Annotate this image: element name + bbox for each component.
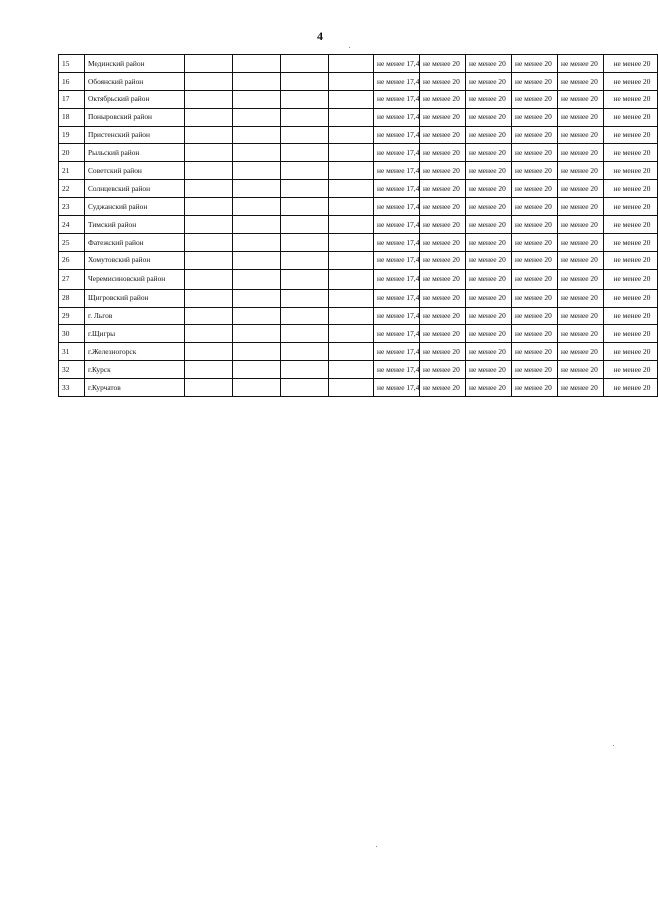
value-cell: не менее 17,4 <box>374 126 420 144</box>
value-cell: не менее 17,4 <box>374 90 420 108</box>
row-number: 17 <box>59 90 85 108</box>
empty-cell <box>233 126 281 144</box>
value-cell: не менее 17,4 <box>374 55 420 73</box>
value-cell: не менее 20 <box>466 233 512 251</box>
value-cell: не менее 20 <box>420 233 466 251</box>
empty-cell <box>329 216 374 234</box>
value-cell: не менее 20 <box>512 325 558 343</box>
table-row <box>59 55 658 73</box>
value-cell: не менее 20 <box>420 269 466 289</box>
table-row <box>59 361 658 379</box>
value-cell: не менее 17,4 <box>374 162 420 180</box>
table-row <box>59 251 658 269</box>
row-number: 26 <box>59 251 85 269</box>
value-cell: не менее 20 <box>558 251 604 269</box>
table-row <box>59 379 658 397</box>
empty-cell <box>185 198 233 216</box>
value-cell: не менее 20 <box>466 72 512 90</box>
empty-cell <box>329 55 374 73</box>
row-number: 25 <box>59 233 85 251</box>
empty-cell <box>329 269 374 289</box>
row-number: 22 <box>59 180 85 198</box>
value-cell: не менее 20 <box>558 55 604 73</box>
table-row <box>59 108 658 126</box>
empty-cell <box>233 180 281 198</box>
value-cell: не менее 17,4 <box>374 307 420 325</box>
empty-cell <box>185 361 233 379</box>
empty-cell <box>185 108 233 126</box>
empty-cell <box>233 90 281 108</box>
value-cell: не менее 17,4 <box>374 72 420 90</box>
table-row <box>59 233 658 251</box>
empty-cell <box>281 108 329 126</box>
value-cell: не менее 20 <box>420 343 466 361</box>
value-cell-last: не менее 20 <box>604 72 658 90</box>
empty-cell <box>329 251 374 269</box>
value-cell: не менее 20 <box>466 379 512 397</box>
value-cell-last: не менее 20 <box>604 307 658 325</box>
table-row <box>59 180 658 198</box>
value-cell: не менее 20 <box>512 233 558 251</box>
value-cell: не менее 17,4 <box>374 180 420 198</box>
row-number: 33 <box>59 379 85 397</box>
district-name: Хомутовский район <box>85 251 185 269</box>
empty-cell <box>185 90 233 108</box>
empty-cell <box>233 361 281 379</box>
empty-cell <box>281 343 329 361</box>
value-cell-last: не менее 20 <box>604 90 658 108</box>
value-cell: не менее 20 <box>512 289 558 307</box>
row-number: 19 <box>59 126 85 144</box>
empty-cell <box>185 379 233 397</box>
value-cell: не менее 20 <box>466 343 512 361</box>
value-cell: не менее 20 <box>558 216 604 234</box>
value-cell: не менее 20 <box>558 162 604 180</box>
empty-cell <box>281 307 329 325</box>
district-name: г. Льгов <box>85 307 185 325</box>
value-cell: не менее 20 <box>466 108 512 126</box>
value-cell-last: не менее 20 <box>604 269 658 289</box>
row-number: 28 <box>59 289 85 307</box>
table-row <box>59 289 658 307</box>
value-cell: не менее 17,4 <box>374 379 420 397</box>
value-cell: не менее 20 <box>420 325 466 343</box>
district-name: г.Щигры <box>85 325 185 343</box>
empty-cell <box>233 162 281 180</box>
value-cell: не менее 20 <box>558 72 604 90</box>
empty-cell <box>233 233 281 251</box>
value-cell: не менее 20 <box>558 289 604 307</box>
empty-cell <box>233 198 281 216</box>
empty-cell <box>281 126 329 144</box>
empty-cell <box>281 90 329 108</box>
empty-cell <box>185 233 233 251</box>
empty-cell <box>329 325 374 343</box>
value-cell: не менее 17,4 <box>374 289 420 307</box>
empty-cell <box>233 379 281 397</box>
value-cell: не менее 20 <box>466 251 512 269</box>
value-cell: не менее 20 <box>558 108 604 126</box>
value-cell: не менее 20 <box>466 55 512 73</box>
value-cell: не менее 20 <box>466 216 512 234</box>
empty-cell <box>233 108 281 126</box>
empty-cell <box>185 251 233 269</box>
value-cell: не менее 20 <box>558 198 604 216</box>
empty-cell <box>281 289 329 307</box>
table-row <box>59 343 658 361</box>
table-row <box>59 72 658 90</box>
value-cell-last: не менее 20 <box>604 55 658 73</box>
district-name: г.Железногорск <box>85 343 185 361</box>
empty-cell <box>185 343 233 361</box>
value-cell: не менее 20 <box>420 126 466 144</box>
district-name: Тимский район <box>85 216 185 234</box>
row-number: 18 <box>59 108 85 126</box>
empty-cell <box>233 343 281 361</box>
row-number: 15 <box>59 55 85 73</box>
value-cell: не менее 17,4 <box>374 233 420 251</box>
value-cell: не менее 17,4 <box>374 251 420 269</box>
empty-cell <box>233 289 281 307</box>
value-cell-last: не менее 20 <box>604 198 658 216</box>
value-cell: не менее 20 <box>512 216 558 234</box>
row-number: 20 <box>59 144 85 162</box>
value-cell: не менее 20 <box>512 144 558 162</box>
table-row <box>59 269 658 289</box>
value-cell: не менее 20 <box>466 307 512 325</box>
table-body <box>59 55 658 397</box>
value-cell: не менее 20 <box>420 180 466 198</box>
value-cell: не менее 20 <box>558 144 604 162</box>
value-cell-last: не менее 20 <box>604 126 658 144</box>
district-name: Пристенский район <box>85 126 185 144</box>
empty-cell <box>185 216 233 234</box>
empty-cell <box>329 162 374 180</box>
row-number: 27 <box>59 269 85 289</box>
empty-cell <box>329 233 374 251</box>
empty-cell <box>185 55 233 73</box>
district-name: Рыльский район <box>85 144 185 162</box>
empty-cell <box>185 126 233 144</box>
value-cell-last: не менее 20 <box>604 180 658 198</box>
table-row <box>59 216 658 234</box>
empty-cell <box>281 198 329 216</box>
empty-cell <box>329 198 374 216</box>
value-cell-last: не менее 20 <box>604 343 658 361</box>
district-name: Октябрьский район <box>85 90 185 108</box>
empty-cell <box>185 307 233 325</box>
value-cell-last: не менее 20 <box>604 162 658 180</box>
row-number: 24 <box>59 216 85 234</box>
value-cell: не менее 20 <box>420 251 466 269</box>
scan-speck <box>376 846 377 847</box>
empty-cell <box>329 307 374 325</box>
empty-cell <box>281 216 329 234</box>
district-name: Фатежский район <box>85 233 185 251</box>
empty-cell <box>329 90 374 108</box>
empty-cell <box>329 379 374 397</box>
value-cell: не менее 20 <box>420 216 466 234</box>
table-row <box>59 307 658 325</box>
table-row <box>59 162 658 180</box>
empty-cell <box>185 144 233 162</box>
value-cell: не менее 20 <box>466 325 512 343</box>
table-row <box>59 126 658 144</box>
value-cell: не менее 20 <box>420 307 466 325</box>
empty-cell <box>233 251 281 269</box>
value-cell: не менее 20 <box>466 289 512 307</box>
value-cell: не менее 20 <box>420 90 466 108</box>
scan-speck <box>349 47 350 48</box>
district-name: г.Курчатов <box>85 379 185 397</box>
table-row <box>59 144 658 162</box>
value-cell: не менее 20 <box>420 55 466 73</box>
value-cell: не менее 17,4 <box>374 108 420 126</box>
value-cell-last: не менее 20 <box>604 379 658 397</box>
district-name: г.Курск <box>85 361 185 379</box>
table-row <box>59 325 658 343</box>
value-cell: не менее 20 <box>512 55 558 73</box>
value-cell: не менее 20 <box>512 108 558 126</box>
district-name: Обоянский район <box>85 72 185 90</box>
empty-cell <box>281 72 329 90</box>
value-cell-last: не менее 20 <box>604 108 658 126</box>
table-row <box>59 198 658 216</box>
value-cell: не менее 20 <box>512 251 558 269</box>
value-cell: не менее 20 <box>512 180 558 198</box>
value-cell-last: не менее 20 <box>604 361 658 379</box>
empty-cell <box>185 180 233 198</box>
value-cell: не менее 20 <box>558 343 604 361</box>
empty-cell <box>329 108 374 126</box>
row-number: 31 <box>59 343 85 361</box>
empty-cell <box>329 72 374 90</box>
value-cell: не менее 20 <box>420 162 466 180</box>
empty-cell <box>233 72 281 90</box>
value-cell: не менее 20 <box>466 180 512 198</box>
empty-cell <box>233 216 281 234</box>
value-cell: не менее 20 <box>466 361 512 379</box>
district-name: Черемисиновский район <box>85 269 185 289</box>
value-cell: не менее 20 <box>558 269 604 289</box>
value-cell-last: не менее 20 <box>604 325 658 343</box>
value-cell: не менее 20 <box>512 90 558 108</box>
empty-cell <box>233 307 281 325</box>
row-number: 16 <box>59 72 85 90</box>
empty-cell <box>185 325 233 343</box>
value-cell: не менее 17,4 <box>374 269 420 289</box>
value-cell: не менее 20 <box>420 361 466 379</box>
value-cell: не менее 20 <box>420 144 466 162</box>
value-cell: не менее 20 <box>466 198 512 216</box>
value-cell: не менее 20 <box>558 379 604 397</box>
row-number: 32 <box>59 361 85 379</box>
empty-cell <box>281 251 329 269</box>
value-cell: не менее 17,4 <box>374 343 420 361</box>
empty-cell <box>281 361 329 379</box>
district-name: Поныровский район <box>85 108 185 126</box>
row-number: 30 <box>59 325 85 343</box>
empty-cell <box>281 269 329 289</box>
value-cell: не менее 20 <box>420 198 466 216</box>
empty-cell <box>233 144 281 162</box>
empty-cell <box>281 233 329 251</box>
empty-cell <box>185 289 233 307</box>
empty-cell <box>329 361 374 379</box>
value-cell: не менее 17,4 <box>374 198 420 216</box>
empty-cell <box>281 325 329 343</box>
empty-cell <box>329 343 374 361</box>
value-cell: не менее 20 <box>512 361 558 379</box>
value-cell-last: не менее 20 <box>604 144 658 162</box>
value-cell: не менее 20 <box>466 269 512 289</box>
district-name: Солнцевский район <box>85 180 185 198</box>
value-cell: не менее 20 <box>558 126 604 144</box>
value-cell: не менее 20 <box>466 144 512 162</box>
value-cell: не менее 17,4 <box>374 361 420 379</box>
value-cell: не менее 20 <box>558 325 604 343</box>
district-name: Суджанский район <box>85 198 185 216</box>
value-cell: не менее 20 <box>512 198 558 216</box>
value-cell: не менее 20 <box>558 180 604 198</box>
value-cell: не менее 17,4 <box>374 144 420 162</box>
value-cell: не менее 20 <box>558 361 604 379</box>
value-cell-last: не менее 20 <box>604 289 658 307</box>
data-table <box>58 54 658 397</box>
value-cell: не менее 17,4 <box>374 216 420 234</box>
empty-cell <box>329 144 374 162</box>
page-number: 4 <box>317 29 323 43</box>
value-cell: не менее 20 <box>420 72 466 90</box>
empty-cell <box>329 289 374 307</box>
value-cell-last: не менее 20 <box>604 216 658 234</box>
empty-cell <box>329 180 374 198</box>
empty-cell <box>233 55 281 73</box>
value-cell: не менее 20 <box>512 126 558 144</box>
empty-cell <box>281 162 329 180</box>
value-cell: не менее 20 <box>420 108 466 126</box>
empty-cell <box>185 269 233 289</box>
district-name: Мединский район <box>85 55 185 73</box>
empty-cell <box>185 72 233 90</box>
value-cell: не менее 20 <box>558 233 604 251</box>
value-cell: не менее 20 <box>466 162 512 180</box>
value-cell: не менее 20 <box>466 126 512 144</box>
value-cell: не менее 17,4 <box>374 325 420 343</box>
district-name: Щигровский район <box>85 289 185 307</box>
empty-cell <box>329 126 374 144</box>
value-cell: не менее 20 <box>420 379 466 397</box>
district-name: Советский район <box>85 162 185 180</box>
row-number: 29 <box>59 307 85 325</box>
value-cell: не менее 20 <box>512 343 558 361</box>
row-number: 23 <box>59 198 85 216</box>
empty-cell <box>281 180 329 198</box>
empty-cell <box>185 162 233 180</box>
value-cell-last: не менее 20 <box>604 251 658 269</box>
value-cell: не менее 20 <box>512 72 558 90</box>
value-cell: не менее 20 <box>420 289 466 307</box>
empty-cell <box>233 269 281 289</box>
empty-cell <box>281 144 329 162</box>
value-cell: не менее 20 <box>512 269 558 289</box>
empty-cell <box>281 379 329 397</box>
value-cell: не менее 20 <box>512 379 558 397</box>
value-cell-last: не менее 20 <box>604 233 658 251</box>
value-cell: не менее 20 <box>558 90 604 108</box>
value-cell: не менее 20 <box>558 307 604 325</box>
value-cell: не менее 20 <box>512 307 558 325</box>
table-row <box>59 90 658 108</box>
value-cell: не менее 20 <box>466 90 512 108</box>
empty-cell <box>233 325 281 343</box>
row-number: 21 <box>59 162 85 180</box>
scan-speck <box>613 745 614 746</box>
empty-cell <box>281 55 329 73</box>
value-cell: не менее 20 <box>512 162 558 180</box>
